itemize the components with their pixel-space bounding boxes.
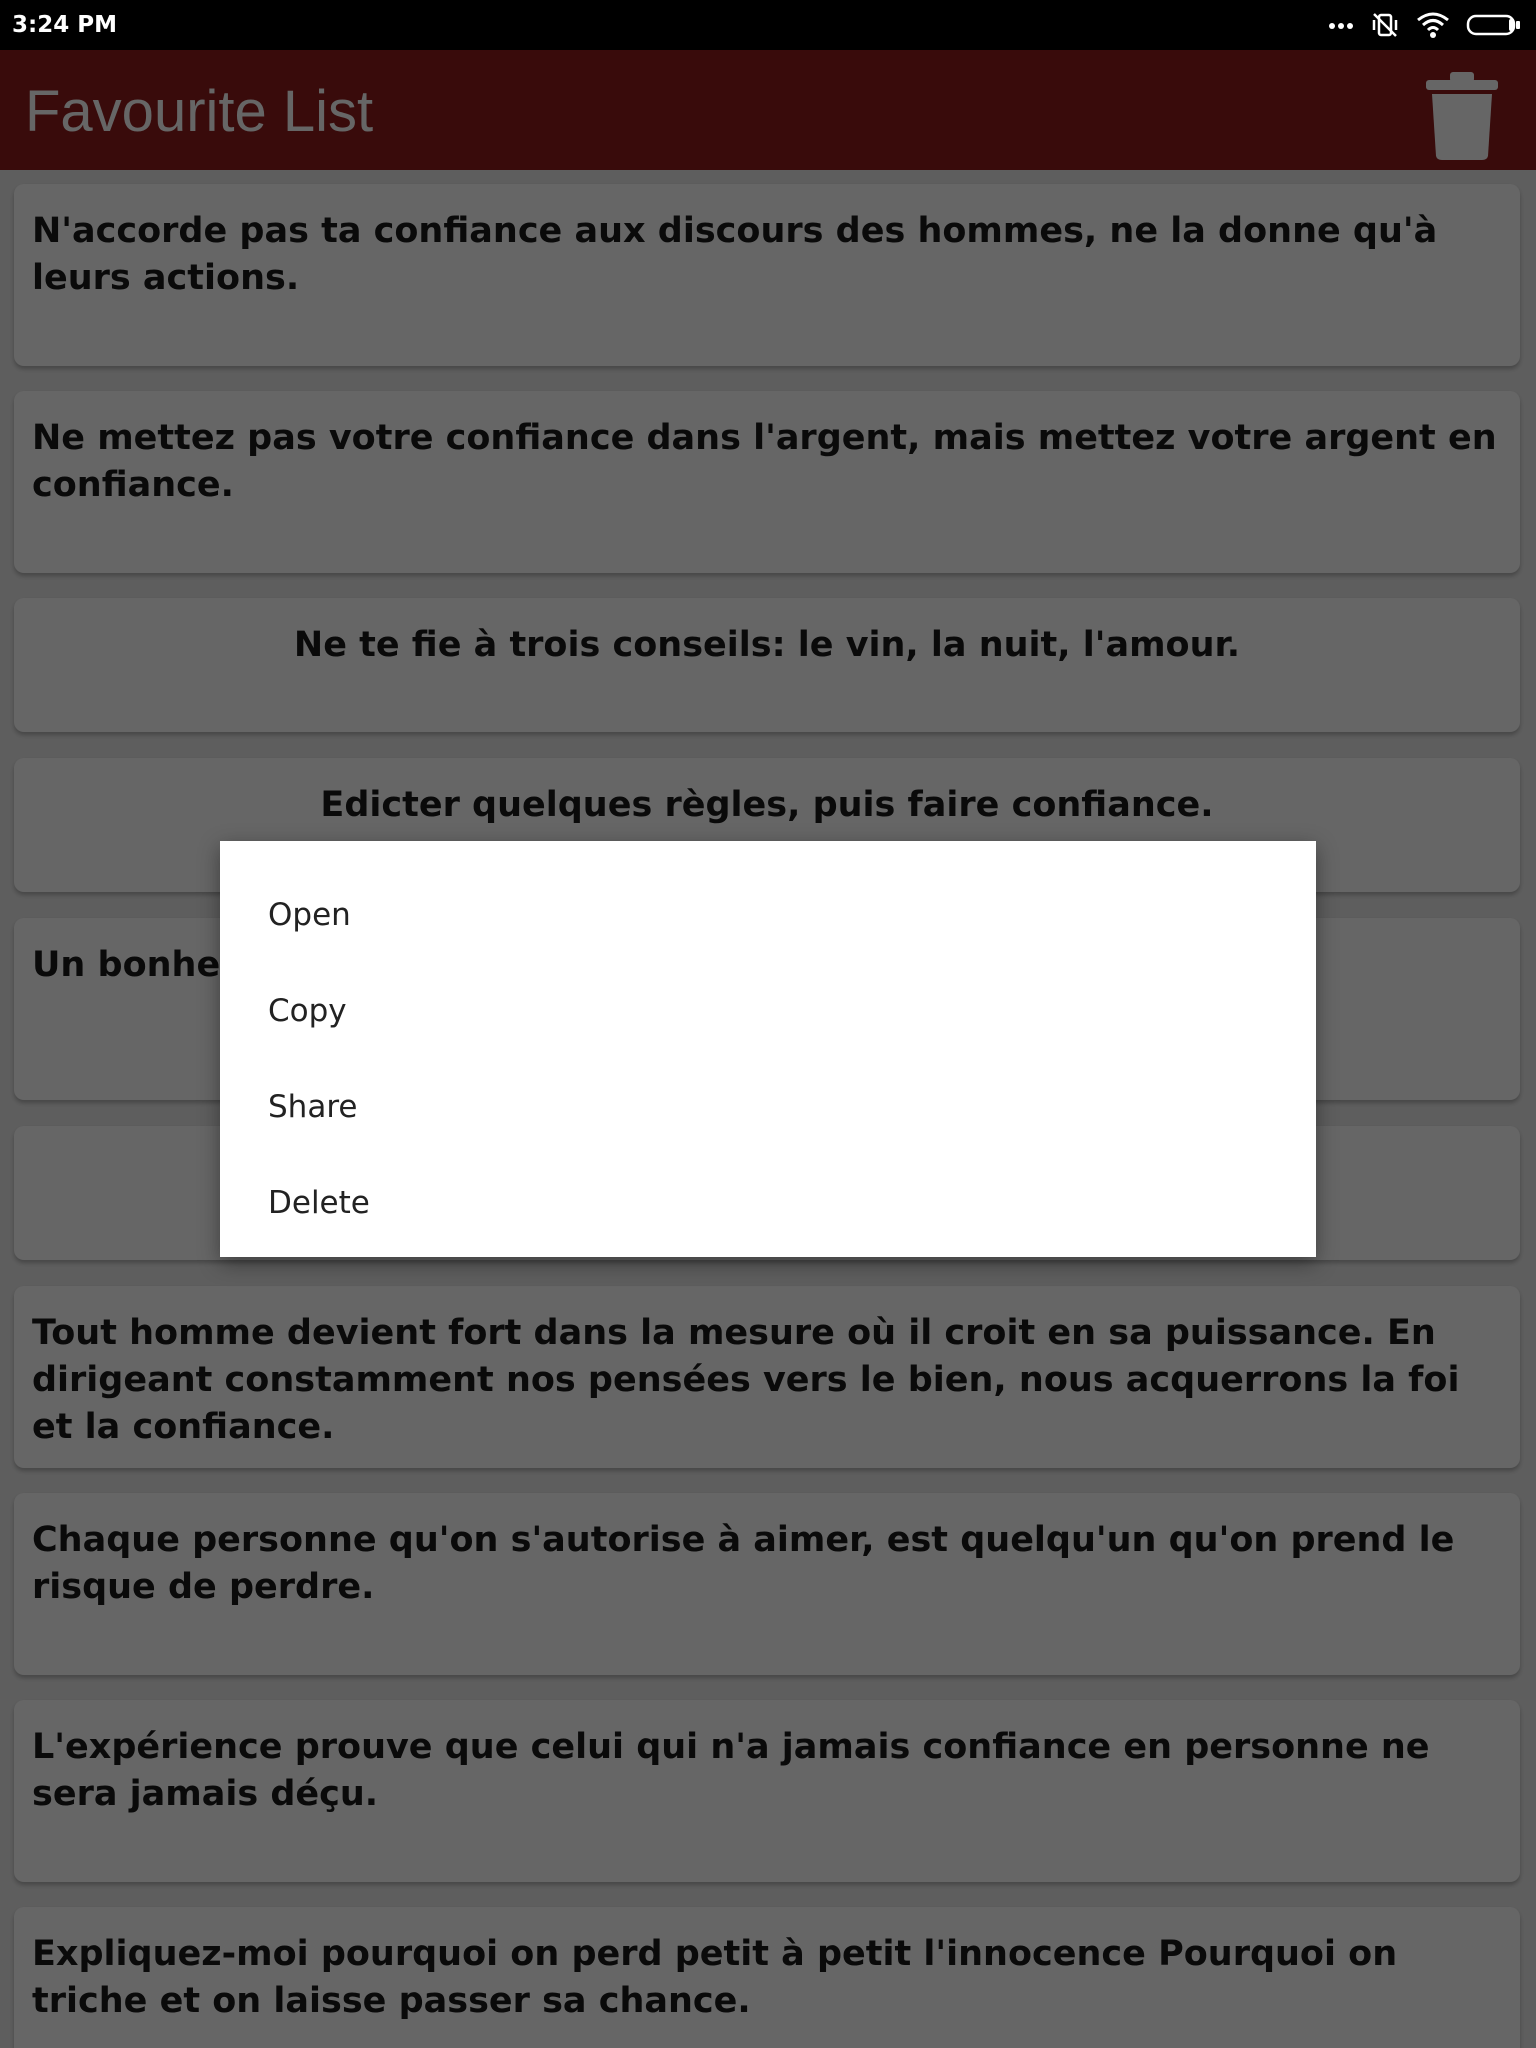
status-bar: [0, 0, 1536, 50]
status-icons: [1328, 8, 1522, 42]
context-menu: [220, 841, 1316, 1257]
menu-item-open[interactable]: Open: [268, 897, 351, 933]
vibrate-off-icon: [1370, 10, 1400, 40]
battery-icon: [1466, 13, 1522, 37]
wifi-icon: [1416, 11, 1450, 39]
menu-item-share[interactable]: Share: [268, 1089, 358, 1125]
more-dots-icon: [1328, 20, 1354, 30]
status-time: 3:24 PM: [12, 12, 117, 38]
menu-item-delete[interactable]: Delete: [268, 1185, 370, 1221]
menu-item-copy[interactable]: Copy: [268, 993, 347, 1029]
